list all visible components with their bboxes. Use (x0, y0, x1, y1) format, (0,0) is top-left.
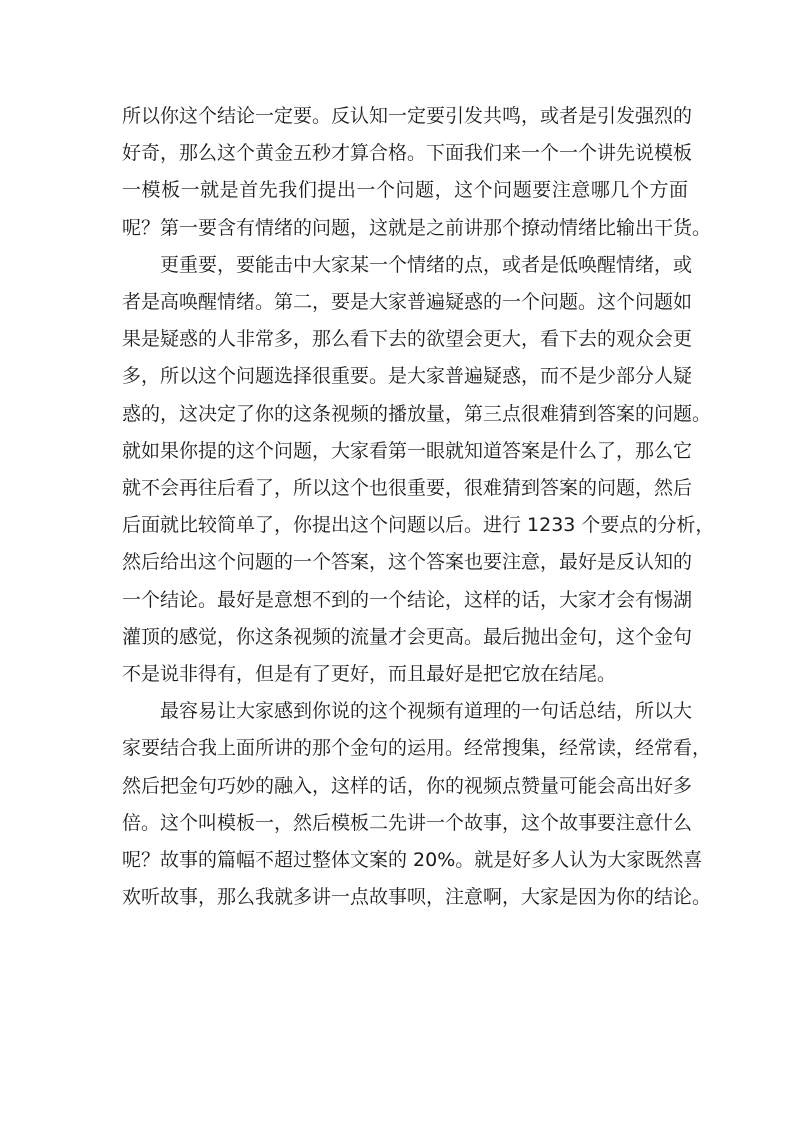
text-line: 家要结合我上面所讲的那个金句的运用。经常搜集，经常读，经常看， (122, 737, 712, 760)
text-line: 就如果你提的这个问题，大家看第一眼就知道答案是什么了，那么它 (122, 439, 693, 462)
text-line: 倍。这个叫模板一，然后模板二先讲一个故事，这个故事要注意什么 (122, 811, 693, 834)
text-line: 多，所以这个问题选择很重要。是大家普遍疑惑，而不是少部分人疑 (122, 365, 693, 388)
text-line: 更重要，要能击中大家某一个情绪的点，或者是低唤醒情绪，或 (160, 253, 693, 276)
text-line: 然后把金句巧妙的融入，这样的话，你的视频点赞量可能会高出好多 (122, 774, 693, 797)
text-line: 惑的，这决定了你的这条视频的播放量，第三点很难猜到答案的问题。 (122, 402, 712, 425)
text-line: 好奇，那么这个黄金五秒才算合格。下面我们来一个一个讲先说模板 (122, 142, 693, 165)
paragraph-1 (122, 98, 712, 247)
text-line: 不是说非得有，但是有了更好，而且最好是把它放在结尾。 (122, 663, 617, 686)
text-line: 灌顶的感觉，你这条视频的流量才会更高。最后抛出金句，这个金句 (122, 625, 693, 648)
text-line: 然后给出这个问题的一个答案，这个答案也要注意，最好是反认知的 (122, 551, 693, 574)
paragraph-2 (122, 247, 715, 693)
text-line: 果是疑惑的人非常多，那么看下去的欲望会更大，看下去的观众会更 (122, 328, 693, 351)
text-line: 所以你这个结论一定要。反认知一定要引发共鸣，或者是引发强烈的 (122, 105, 693, 127)
text-line: 后面就比较简单了，你提出这个问题以后。进行 1233 个要点的分析， (122, 514, 715, 537)
text-line: 呢？第一要含有情绪的问题，这就是之前讲那个撩动情绪比输出干货。 (122, 216, 712, 239)
text-line: 欢听故事，那么我就多讲一点故事呗，注意啊，大家是因为你的结论。 (122, 886, 712, 909)
text-line: 最容易让大家感到你说的这个视频有道理的一句话总结，所以大 (160, 700, 693, 723)
document-body (122, 98, 715, 916)
text-line: 者是高唤醒情绪。第二，要是大家普遍疑惑的一个问题。这个问题如 (122, 291, 693, 314)
text-line: 就不会再往后看了，所以这个也很重要，很难猜到答案的问题，然后 (122, 477, 693, 500)
text-line: 一个结论。最好是意想不到的一个结论，这样的话，大家才会有惕湖 (122, 588, 693, 611)
text-line: 呢？故事的篇幅不超过整体文案的 20%。就是好多人认为大家既然喜 (122, 849, 703, 872)
paragraph-3 (122, 693, 712, 916)
text-line: 一模板一就是首先我们提出一个问题，这个问题要注意哪几个方面 (122, 179, 688, 202)
